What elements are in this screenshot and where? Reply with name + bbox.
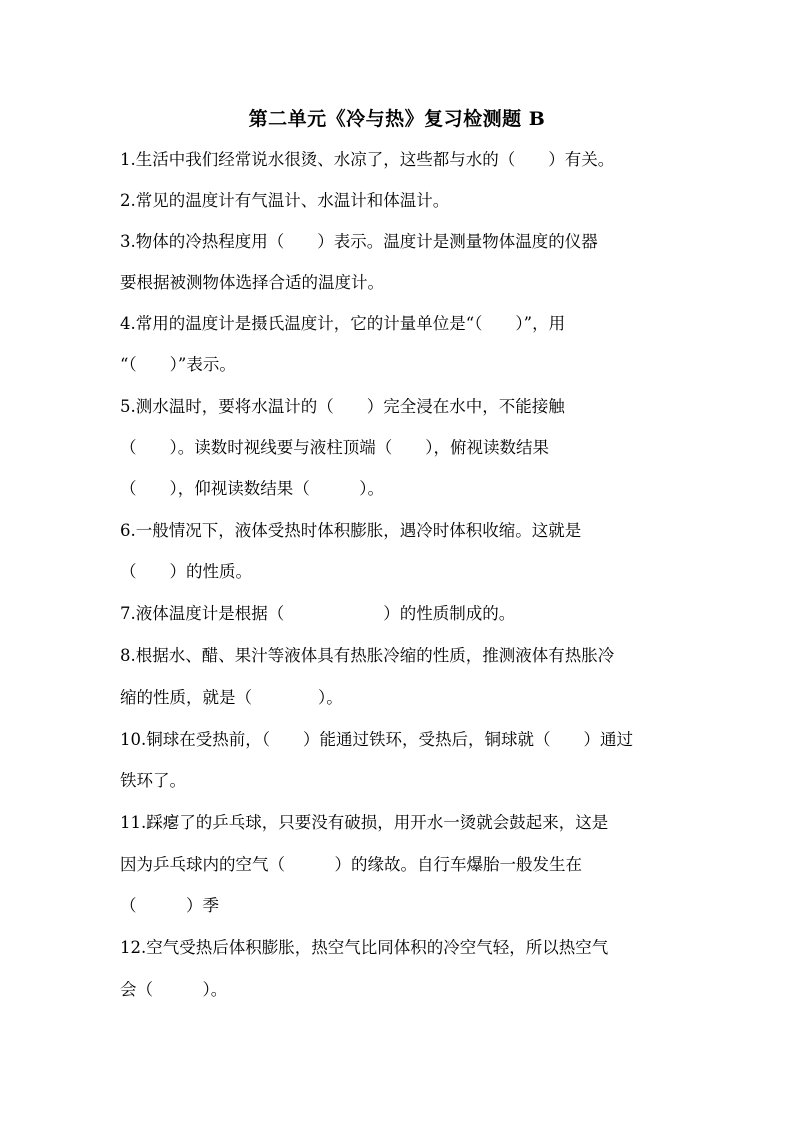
- question-11-line-1: 11.踩瘪了的乒乓球，只要没有破损，用开水一烫就会鼓起来，这是: [120, 813, 609, 832]
- question-4-line-2: “（ ）”表示。: [120, 355, 236, 374]
- question-6-line-2: （ ）的性质。: [120, 562, 252, 581]
- question-11-line-2: 因为乒乓球内的空气（ ）的缘故。自行车爆胎一般发生在: [120, 855, 582, 874]
- question-2-line-1: 2.常见的温度计有气温计、水温计和体温计。: [120, 191, 450, 210]
- question-7-line-1: 7.液体温度计是根据（ ）的性质制成的。: [120, 604, 516, 623]
- question-5-line-2: （ ）。读数时视线要与液柱顶端（ ），俯视读数结果: [120, 438, 549, 457]
- question-4-line-1: 4.常用的温度计是摄氏温度计，它的计量单位是“（ ）”，用: [120, 314, 566, 333]
- question-1-line-1: 1.生活中我们经常说水很烫、水凉了，这些都与水的（ ）有关。: [120, 150, 615, 169]
- question-10-line-1: 10.铜球在受热前，（ ）能通过铁环，受热后，铜球就（ ）通过: [120, 730, 633, 749]
- question-6-line-1: 6.一般情况下，液体受热时体积膨胀，遇冷时体积收缩。这就是: [120, 521, 582, 540]
- page-title: 第二单元《冷与热》复习检测题 B: [248, 108, 546, 130]
- question-5-line-1: 5.测水温时，要将水温计的（ ）完全浸在水中，不能接触: [120, 397, 565, 416]
- question-12-line-1: 12.空气受热后体积膨胀，热空气比同体积的冷空气轻，所以热空气: [120, 938, 609, 957]
- question-8-line-1: 8.根据水、醋、果汁等液体具有热胀冷缩的性质，推测液体有热胀冷: [120, 646, 615, 665]
- question-3-line-1: 3.物体的冷热程度用（ ）表示。温度计是测量物体温度的仪器: [120, 232, 598, 251]
- question-10-line-2: 铁环了。: [120, 771, 186, 790]
- question-11-line-3: （ ）季: [120, 896, 219, 915]
- question-12-line-2: 会（ ）。: [120, 980, 228, 999]
- question-5-line-3: （ ），仰视读数结果（ ）。: [120, 479, 384, 498]
- question-8-line-2: 缩的性质，就是（ ）。: [120, 688, 343, 707]
- question-3-line-2: 要根据被测物体选择合适的温度计。: [120, 273, 384, 292]
